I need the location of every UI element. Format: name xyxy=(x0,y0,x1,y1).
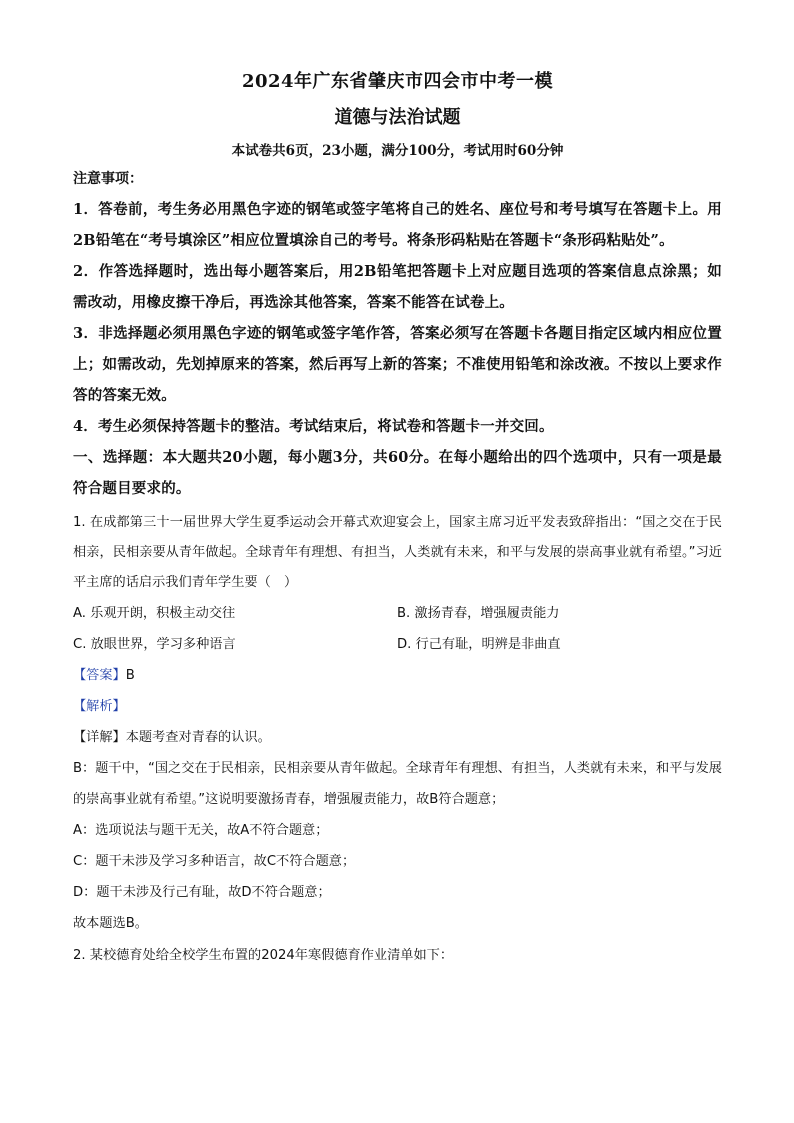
answer-tag: 【答案】 xyxy=(73,668,126,683)
notice-item-3: 3．非选择题必须用黑色字迹的钢笔或签字笔作答，答案必须写在答题卡各题目指定区域内相应位置上；如需改动，先划掉原来的答案，然后再写上新的答案；不准使用铅笔和涂改液。不按以上要求作答的答案无效。 xyxy=(73,325,722,404)
option-a: A. 乐观开朗，积极主动交往 xyxy=(73,606,236,621)
explanation-c: C：题干未涉及学习多种语言，故C不符合题意； xyxy=(73,854,356,869)
option-c: C. 放眼世界，学习多种语言 xyxy=(73,637,236,652)
question-2-stem: 2. 某校德育处给全校学生布置的2024年寒假德育作业清单如下： xyxy=(73,948,454,963)
answer-line xyxy=(73,660,722,691)
answer-value: B xyxy=(125,668,135,683)
question-1-options xyxy=(73,598,722,660)
question-1-stem: 1. 在成都第三十一届世界大学生夏季运动会开幕式欢迎宴会上，国家主席习近平发表致辞指出：“国之交在于民相亲，民相亲要从青年做起。全球青年有理想、有担当，人类就有未来，和平与发展的崇高事业就有希望。”习近平主席的话启示我们青年学生要（ ） xyxy=(73,515,722,590)
explanation-a: A：选项说法与题干无关，故A不符合题意； xyxy=(73,823,329,838)
question-1 xyxy=(73,508,722,939)
exam-title: 2024年广东省肇庆市四会市中考一模 xyxy=(241,71,554,92)
explanation-b: B：题干中，“国之交在于民相亲，民相亲要从青年做起。全球青年有理想、有担当，人类就有未来，和平与发展的崇高事业就有希望。”这说明要激扬青春，增强履责能力，故B符合题意； xyxy=(73,761,722,807)
notice-item-1: 1．答卷前，考生务必用黑色字迹的钢笔或签字笔将自己的姓名、座位号和考号填写在答题卡上。用2B铅笔在“考号填涂区”相应位置填涂自己的考号。将条形码粘贴在答题卡“条形码粘贴处”。 xyxy=(73,201,722,249)
explanation-d: D：题干未涉及行己有耻，故D不符合题意； xyxy=(73,885,331,900)
detail-line xyxy=(73,722,722,753)
notice-item-4: 4．考生必须保持答题卡的整洁。考试结束后，将试卷和答题卡一并交回。 xyxy=(73,418,554,435)
exam-info: 本试卷共6页，23小题，满分100分，考试用时60分钟 xyxy=(231,143,564,159)
option-b: B. 激扬青春，增强履责能力 xyxy=(397,606,560,621)
detail-text: 本题考查对青春的认识。 xyxy=(125,730,271,745)
explanation-conclusion: 故本题选B。 xyxy=(73,916,148,931)
notice-heading: 注意事项： xyxy=(73,171,143,187)
option-d: D. 行己有耻，明辨是非曲直 xyxy=(397,637,561,652)
analysis-line xyxy=(73,691,722,722)
section-heading: 一、选择题：本大题共20小题，每小题3分，共60分。在每小题给出的四个选项中，只有一项是最符合题目要求的。 xyxy=(73,449,722,497)
notice-list xyxy=(73,194,722,442)
detail-tag: 【详解】 xyxy=(73,730,126,745)
exam-subject: 道德与法治试题 xyxy=(334,107,461,128)
notice-item-2: 2．作答选择题时，选出每小题答案后，用2B铅笔把答题卡上对应题目选项的答案信息点涂黑；如需改动，用橡皮擦干净后，再选涂其他答案，答案不能答在试卷上。 xyxy=(73,263,722,311)
analysis-tag: 【解析】 xyxy=(73,699,126,714)
